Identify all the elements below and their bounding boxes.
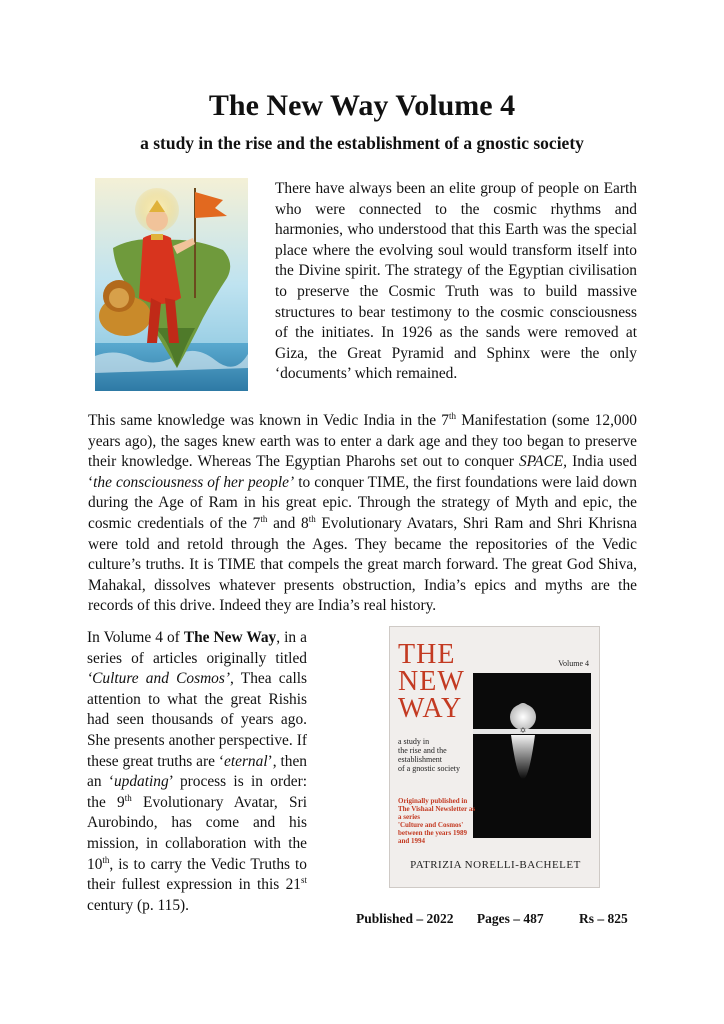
publication-info [356,911,628,927]
cover-note-line: Originally published in [398,797,468,805]
cover-author: PATRIZIA NORELLI-BACHELET [410,859,581,871]
cover-subtitle-line: of a gnostic society [398,764,460,773]
emphasis-updating: updating [113,773,169,791]
vedic-text-4: to conquer TIME, the first foundations were laid down during the Age of Ram in his great epic. Through the strategy of Myth and epic, the cosmic credentials of the 7 [88,473,637,532]
vedic-text-3: India used ‘ [88,453,637,491]
cover-note-line: The Vishaal Newsletter as a series [398,805,476,821]
published-year: Published – 2022 [356,911,454,926]
emphasis-space: SPACE, [518,453,568,471]
cover-note-line: between the years 1989 and 1994 [398,829,468,845]
articles-title: ‘Culture and Cosmos’ [87,670,230,688]
goddess-on-lion-map-illustration [95,178,248,391]
superscript: th [124,792,132,803]
svg-text:✡: ✡ [519,726,527,735]
vedic-text-5: and 8 [267,514,309,532]
cover-subtitle [398,737,478,773]
volume-text-1: In Volume 4 of [87,629,184,646]
volume-text-5: ’ process is in order: the 9 [87,773,308,811]
volume-text-8: century (p. 115). [87,896,190,914]
book-title: The New Way [183,629,277,646]
cover-title [398,641,465,722]
volume-text-6: Evolutionary Avatar, Sri Aurobindo, has come and his mission, in collaboration with the 10 [87,793,307,873]
cover-note-line: 'Culture and Cosmos' [398,821,464,829]
cover-title-line: THE [398,639,456,670]
cover-note [398,797,478,845]
price: Rs – 825 [579,911,628,926]
volume-text-2: , in a series of articles originally titled [87,629,307,667]
emphasis-consciousness: the consciousness of her people’ [93,473,295,491]
volume-text-4: ’, then an ‘ [87,752,307,791]
vedic-text-2: Manifestation (some 12,000 years ago), the sages knew earth was to enter a dark age and they too began to preserve their knowledge. Whereas The Egyptian Pharohs set out to conquer [88,412,637,471]
vedic-text-6: Evolutionary Avatars, Shri Ram and Shri Khrisna were told and retold through the Ages. They became the repositories of the Vedic culture’s truths. It is TIME that compels the great march forward. The great God Shiva, Mahakal, dissolves whatever presents obstruction, India’s epics and myths are the records of this drive. Indeed they are India’s real history. [88,514,637,615]
cover-subtitle-line: establishment [398,755,442,764]
superscript: st [300,875,307,885]
volume-text-7: , is to carry the Vedic Truths to their fullest expression in this 21 [87,855,307,894]
superscript: th [449,410,457,421]
vedic-text-1: This same knowledge was known in Vedic India in the 7 [88,412,450,429]
page-count: Pages – 487 [476,911,544,926]
volume-text-3: , Thea calls attention to what the great Rishis had seen thousands of years ago. She presents another perspective. If these great truths are ‘ [87,670,307,770]
cover-subtitle-line: a study in [398,737,430,746]
cover-title-line: WAY [398,693,463,724]
page-title: The New Way Volume 4 [208,89,516,122]
emphasis-eternal: eternal [224,752,268,770]
superscript: th [102,854,110,865]
superscript: th [308,513,316,524]
intro-paragraph: There have always been an elite group of people on Earth who were connected to the cosmic rhythms and harmonies, who understood that this Earth was the special place where the evolving soul would transform itself into the Divine spirit. The strategy of the Egyptian civilisation to preserve the Cosmic Truth was to build massive structures to bear testimony to the cosmic consciousness of the initiates. In 1926 as the sands were removed at Giza, the Great Pyramid and Sphinx were the only ‘documents’ which remained. [275,180,637,383]
volume-paragraph [87,628,307,916]
vedic-paragraph [88,411,637,617]
cover-light-orb-graphic [473,673,591,838]
cover-volume-label: Volume 4 [558,659,589,668]
book-cover-image [389,626,600,888]
cover-title-line: NEW [398,666,465,697]
cover-subtitle-line: the rise and the [398,746,447,755]
page-subtitle: a study in the rise and the establishment of a gnostic society [140,133,584,153]
cover-dark-panel [473,673,591,838]
superscript: th [260,513,268,524]
